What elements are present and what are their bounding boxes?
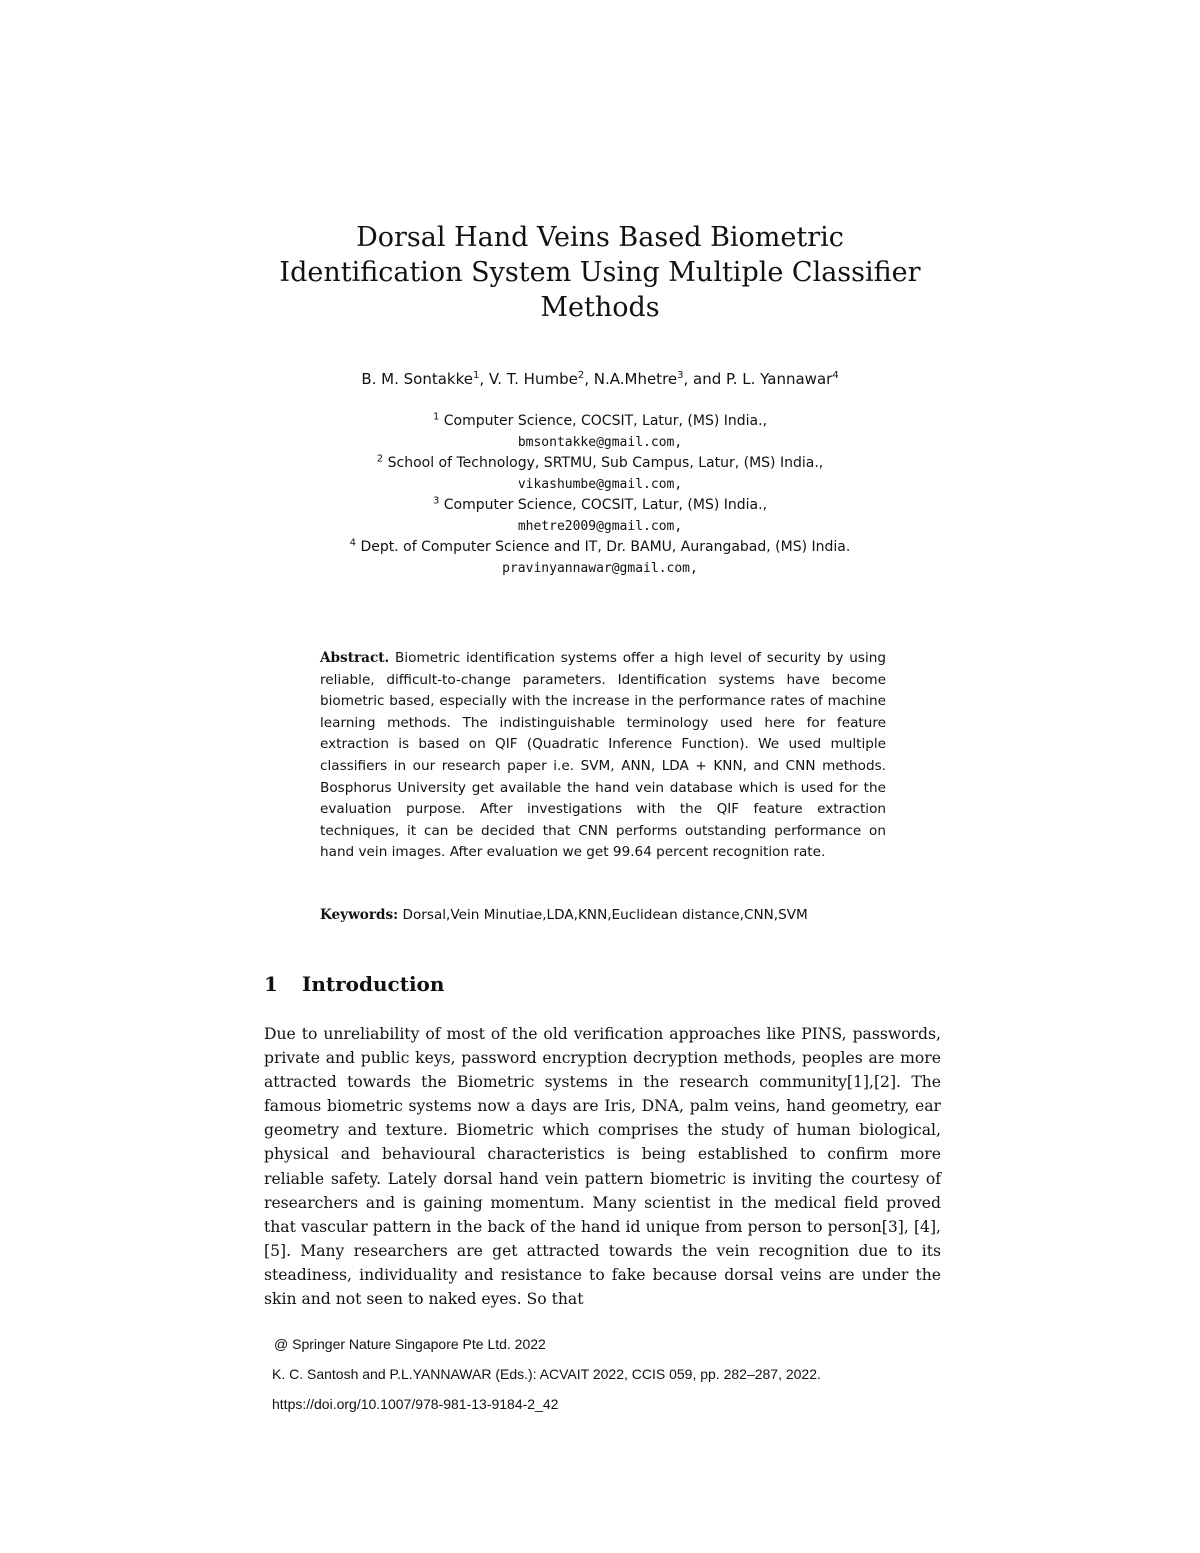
affiliation-mark: 3 bbox=[432, 495, 440, 507]
section-heading bbox=[264, 970, 944, 998]
section-number: 1 bbox=[264, 972, 278, 996]
affiliation-mark: 2 bbox=[376, 453, 384, 465]
author-name: B. M. Sontakke bbox=[361, 370, 473, 388]
section-title: Introduction bbox=[302, 972, 445, 996]
abstract bbox=[320, 648, 886, 864]
affiliation bbox=[200, 453, 1000, 474]
affiliation-text: Computer Science, COCSIT, Latur, (MS) India., bbox=[439, 413, 768, 429]
author-email[interactable]: vikashumbe@gmail.com, bbox=[517, 477, 683, 492]
paper-title bbox=[200, 220, 1000, 325]
keywords-text: Dorsal,Vein Minutiae,LDA,KNN,Euclidean distance,CNN,SVM bbox=[402, 907, 808, 923]
affiliation-mark: 1 bbox=[432, 411, 440, 423]
affiliation bbox=[200, 495, 1000, 516]
author-email[interactable]: pravinyannawar@gmail.com, bbox=[502, 561, 698, 576]
author-mark: 4 bbox=[832, 370, 839, 381]
abstract-text: Biometric identification systems offer a high level of security by using reliable, difficult-to-change parameters. Identification systems have become biometric based, especially with the increase in the performance rates of machine learning methods. The indistinguishable terminology used here for feature extraction is based on QIF (Quadratic Inference Function). We used multiple classifiers in our research paper i.e. SVM, ANN, LDA + KNN, and CNN methods. Bosphorus University get available the hand vein database which is used for the evaluation purpose. After investigations with the QIF feature extraction techniques, it can be decided that CNN performs outstanding performance on hand vein images. After evaluation we get 99.64 percent recognition rate. bbox=[320, 650, 886, 861]
author-mark: 2 bbox=[577, 370, 585, 381]
author-separator: , bbox=[479, 370, 489, 388]
affiliation-text: Computer Science, COCSIT, Latur, (MS) India., bbox=[439, 497, 768, 513]
affiliation-mark: 4 bbox=[349, 537, 357, 549]
copyright-notice: @ Springer Nature Singapore Pte Ltd. 2022 bbox=[274, 1336, 546, 1352]
keywords bbox=[320, 905, 940, 926]
author-separator: , bbox=[584, 370, 594, 388]
keywords-label: Keywords: bbox=[320, 907, 399, 923]
author-name: V. T. Humbe bbox=[488, 370, 578, 388]
author-list bbox=[200, 368, 1000, 390]
title-line: Methods bbox=[540, 292, 660, 323]
author-email[interactable]: bmsontakke@gmail.com, bbox=[517, 435, 683, 450]
citation-line: K. C. Santosh and P.L.YANNAWAR (Eds.): ACVAIT 2022, CCIS 059, pp. 282–287, 2022. bbox=[272, 1366, 821, 1382]
author-email[interactable]: mhetre2009@gmail.com, bbox=[517, 519, 683, 534]
doi-link[interactable]: https://doi.org/10.1007/978-981-13-9184-2_42 bbox=[272, 1396, 559, 1412]
affiliation bbox=[200, 411, 1000, 432]
author-name: P. L. Yannawar bbox=[726, 370, 833, 388]
title-line: Identification System Using Multiple Classifier bbox=[279, 257, 921, 288]
author-mark: 3 bbox=[677, 370, 684, 381]
affiliation-list bbox=[200, 411, 1000, 579]
affiliation-text: Dept. of Computer Science and IT, Dr. BAMU, Aurangabad, (MS) India. bbox=[356, 539, 851, 555]
author-name: N.A.Mhetre bbox=[593, 370, 678, 388]
author-mark: 1 bbox=[472, 370, 480, 381]
introduction-paragraph: Due to unreliability of most of the old verification approaches like PINS, passwords, private and public keys, password encryption decryption methods, peoples are more attracted towards the Biometric systems in the research community[1],[2]. The famous biometric systems now a days are Iris, DNA, palm veins, hand geometry, ear geometry and texture. Biometric which comprises the study of human biological, physical and behavioural characteristics is being established to confirm more reliable safety. Lately dorsal hand vein pattern biometric is inviting the courtesy of researchers and is gaining momentum. Many scientist in the medical field proved that vascular pattern in the back of the hand id unique from person to person[3], [4], [5]. Many researchers are get attracted towards the vein recognition due to its steadiness, individuality and resistance to fake because dorsal veins are under the skin and not seen to naked eyes. So that bbox=[264, 1025, 941, 1309]
affiliation-text: School of Technology, SRTMU, Sub Campus, Latur, (MS) India., bbox=[383, 455, 824, 471]
author-separator: , and bbox=[683, 370, 727, 388]
title-line: Dorsal Hand Veins Based Biometric bbox=[356, 222, 844, 253]
abstract-label: Abstract. bbox=[320, 650, 390, 666]
affiliation bbox=[200, 537, 1000, 558]
page-footer bbox=[272, 1336, 952, 1412]
